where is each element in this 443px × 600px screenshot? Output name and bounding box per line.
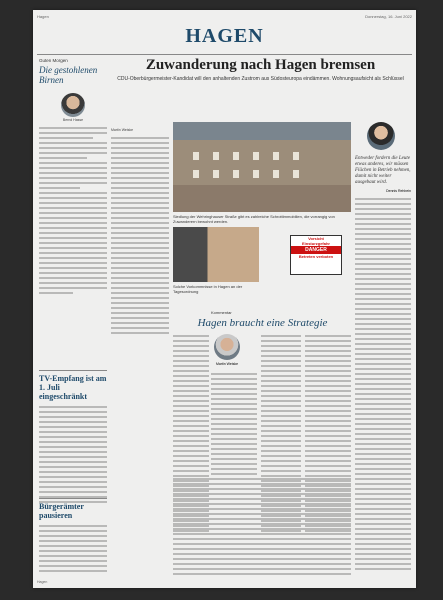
- small-photo-caption: Solche Vorkommnisse in Hagen an der Tagesordnung: [173, 284, 243, 294]
- left-text: [39, 127, 107, 294]
- kommentar-author: Martin Weiske: [215, 362, 239, 366]
- kommentar-title: Hagen braucht eine Strategie: [197, 317, 328, 329]
- sign-line1: Vorsicht: [308, 236, 324, 241]
- left-kicker: Guten Morgen: [39, 58, 68, 63]
- quote-author: Dennis Rehbein: [386, 189, 411, 193]
- warning-sign: [290, 235, 342, 275]
- headline: Zuwanderung nach Hagen bremsen: [145, 57, 376, 73]
- photo-caption: Siedlung der Wehringhauser Straße gibt es zahlreiche Schrottimmobilien, die vorrangig von Zuwanderern bewohnt werden.: [173, 214, 335, 224]
- sign-line2: Einsturzgefahr: [301, 241, 330, 246]
- bottom-article-text: [173, 475, 351, 578]
- header-date: Donnerstag, 16. Juni 2022: [365, 14, 412, 19]
- header-left: Hagen: [37, 14, 49, 19]
- footer-left: Hagen: [37, 580, 48, 584]
- tv-article: [39, 370, 107, 506]
- article-text: [111, 127, 169, 337]
- interior-photo: [173, 227, 259, 282]
- kommentar-kicker: Kommentar: [211, 310, 232, 315]
- buergeramt-title: Bürgerämter pausieren: [39, 502, 84, 520]
- kommentar-author-photo: [214, 334, 240, 360]
- pull-quote: Entweder fordern die Leute etwas anderes, wir müssen Flächen in Betrieb nehmen, damit nicht weiter ausgebaut wird.: [355, 156, 411, 185]
- left-author: Bernd Hasse: [62, 118, 84, 122]
- subheadline: CDU-Oberbürgermeister-Kandidat will den anhaltenden Zustrom aus Südosteuropa eindämmen. Wohnungsaufsicht als Schlüssel: [117, 76, 404, 82]
- page-footer: [37, 580, 412, 585]
- buergeramt-article: [39, 498, 107, 575]
- sign-danger: DANGER: [291, 246, 341, 254]
- building-photo: [173, 122, 351, 212]
- author-photo: [61, 93, 85, 117]
- masthead: HAGEN: [185, 25, 264, 47]
- right-column: [355, 122, 411, 573]
- newspaper-page: [33, 10, 416, 588]
- divider: [37, 54, 412, 55]
- left-column-title: Die gestohlenen Birnen: [39, 65, 98, 85]
- tv-title: TV-Empfang ist am 1. Juli eingeschränkt: [39, 374, 107, 401]
- article-author: Martin Weiske: [111, 128, 134, 132]
- portrait-photo: [367, 122, 395, 150]
- sign-line3: Betreten verboten: [298, 254, 334, 259]
- left-column: [39, 58, 107, 297]
